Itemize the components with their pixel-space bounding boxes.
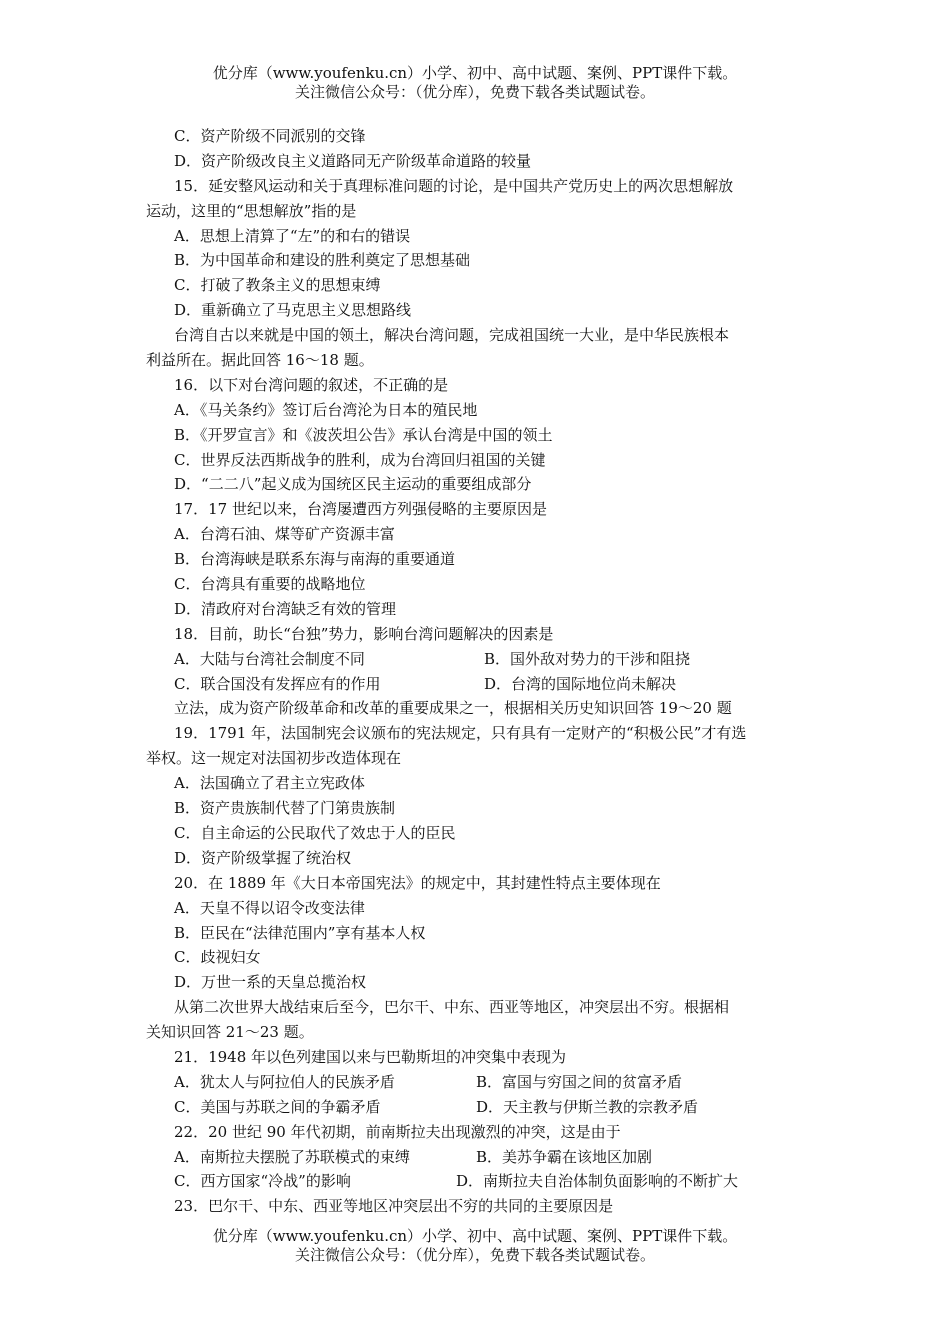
q20-option-b: B．臣民在“法律范围内”享有基本人权 bbox=[174, 923, 426, 942]
q19-option-d: D．资产阶级掌握了统治权 bbox=[174, 848, 352, 867]
q22-option-d: D．南斯拉夫自治体制负面影响的不断扩大 bbox=[456, 1172, 739, 1191]
q18-options-row-1 bbox=[174, 647, 806, 672]
q20-option-d: D．万世一系的天皇总揽治权 bbox=[174, 973, 367, 992]
q16-option-d: D．“二二八”起义成为国统区民主运动的重要组成部分 bbox=[174, 475, 532, 494]
exam-content bbox=[146, 124, 806, 1219]
q15-option-c: C．打破了教条主义的思想束缚 bbox=[174, 276, 381, 295]
q15-stem-line-1: 15．延安整风运动和关于真理标准问题的讨论，是中国共产党历史上的两次思想解放 bbox=[174, 176, 734, 195]
q18-option-b: B．国外敌对势力的干涉和阻挠 bbox=[484, 649, 691, 668]
q17-option-c: C．台湾具有重要的战略地位 bbox=[174, 575, 366, 594]
q22-options-row-2 bbox=[174, 1169, 806, 1194]
q16-option-c: C．世界反法西斯战争的胜利，成为台湾回归祖国的关键 bbox=[174, 450, 546, 469]
q18-options-row-2 bbox=[174, 672, 806, 697]
q15-option-d: D．重新确立了马克思主义思想路线 bbox=[174, 301, 412, 320]
q14-option-d: D．资产阶级改良主义道路同无产阶级革命道路的较量 bbox=[174, 151, 532, 170]
q17-option-b: B．台湾海峡是联系东海与南海的重要通道 bbox=[174, 550, 456, 569]
header-line-1: 优分库（www.youfenku.cn）小学、初中、高中试题、案例、PPT课件下载。 bbox=[212, 64, 738, 82]
q18-option-d: D．台湾的国际地位尚未解决 bbox=[484, 674, 677, 693]
intro-21-line-1: 从第二次世界大战结束后至今，巴尔干、中东、西亚等地区，冲突层出不穷。根据相 bbox=[174, 998, 730, 1017]
q22-stem: 22．20 世纪 90 年代初期，前南斯拉夫出现激烈的冲突，这是由于 bbox=[174, 1122, 621, 1141]
page-header bbox=[0, 64, 950, 102]
q15-stem-line-2: 运动，这里的“思想解放”指的是 bbox=[146, 201, 357, 220]
q21-option-a: A．犹太人与阿拉伯人的民族矛盾 bbox=[174, 1072, 395, 1091]
q22-options-row-1 bbox=[174, 1145, 806, 1170]
q19-stem-line-1: 19．1791 年，法国制宪会议颁布的宪法规定，只有具有一定财产的“积极公民”才有选 bbox=[174, 724, 747, 743]
q21-options-row-1 bbox=[174, 1070, 806, 1095]
q17-stem: 17．17 世纪以来，台湾屡遭西方列强侵略的主要原因是 bbox=[174, 500, 547, 519]
q16-option-b: B．《开罗宣言》和《波茨坦公告》承认台湾是中国的领土 bbox=[174, 425, 553, 444]
q17-option-a: A．台湾石油、煤等矿产资源丰富 bbox=[174, 525, 395, 544]
q22-option-c: C．西方国家“冷战”的影响 bbox=[174, 1172, 351, 1191]
header-line-2: 关注微信公众号：（优分库），免费下载各类试题试卷。 bbox=[294, 83, 655, 101]
q18-option-a: A．大陆与台湾社会制度不同 bbox=[174, 649, 365, 668]
q22-option-b: B．美苏争霸在该地区加剧 bbox=[476, 1147, 653, 1166]
q16-stem: 16．以下对台湾问题的叙述，不正确的是 bbox=[174, 375, 449, 394]
page-footer bbox=[0, 1227, 950, 1265]
q21-option-c: C．美国与苏联之间的争霸矛盾 bbox=[174, 1097, 381, 1116]
q18-stem: 18．目前，助长“台独”势力，影响台湾问题解决的因素是 bbox=[174, 624, 554, 643]
q15-option-b: B．为中国革命和建设的胜利奠定了思想基础 bbox=[174, 251, 471, 270]
q20-option-a: A．天皇不得以诏令改变法律 bbox=[174, 898, 365, 917]
footer-line-1: 优分库（www.youfenku.cn）小学、初中、高中试题、案例、PPT课件下载。 bbox=[212, 1227, 738, 1245]
q14-option-c: C．资产阶级不同派别的交锋 bbox=[174, 127, 366, 145]
q19-option-c: C．自主命运的公民取代了效忠于人的臣民 bbox=[174, 823, 456, 842]
intro-19: 立法，成为资产阶级革命和改革的重要成果之一，根据相关历史知识回答 19～20 题 bbox=[174, 699, 732, 718]
footer-line-2: 关注微信公众号：（优分库），免费下载各类试题试卷。 bbox=[294, 1246, 655, 1264]
intro-16-line-2: 利益所在。据此回答 16～18 题。 bbox=[146, 351, 374, 370]
q19-option-a: A．法国确立了君主立宪政体 bbox=[174, 774, 365, 793]
q21-options-row-2 bbox=[174, 1095, 806, 1120]
q18-option-c: C．联合国没有发挥应有的作用 bbox=[174, 674, 381, 693]
q21-option-b: B．富国与穷国之间的贫富矛盾 bbox=[476, 1072, 683, 1091]
q21-stem: 21．1948 年以色列建国以来与巴勒斯坦的冲突集中表现为 bbox=[174, 1047, 567, 1066]
q16-option-a: A．《马关条约》签订后台湾沦为日本的殖民地 bbox=[174, 400, 478, 419]
q21-option-d: D．天主教与伊斯兰教的宗教矛盾 bbox=[476, 1097, 699, 1116]
q23-stem: 23．巴尔干、中东、西亚等地区冲突层出不穷的共同的主要原因是 bbox=[174, 1197, 614, 1216]
q15-option-a: A．思想上清算了“左”的和右的错误 bbox=[174, 226, 411, 245]
q20-stem: 20．在 1889 年《大日本帝国宪法》的规定中，其封建性特点主要体现在 bbox=[174, 873, 661, 892]
q19-option-b: B．资产贵族制代替了门第贵族制 bbox=[174, 799, 396, 818]
q22-option-a: A．南斯拉夫摆脱了苏联模式的束缚 bbox=[174, 1147, 410, 1166]
intro-16-line-1: 台湾自古以来就是中国的领土，解决台湾问题，完成祖国统一大业，是中华民族根本 bbox=[174, 326, 730, 345]
q17-option-d: D．清政府对台湾缺乏有效的管理 bbox=[174, 599, 397, 618]
q19-stem-line-2: 举权。这一规定对法国初步改造体现在 bbox=[146, 749, 402, 768]
q20-option-c: C．歧视妇女 bbox=[174, 948, 261, 967]
intro-21-line-2: 关知识回答 21～23 题。 bbox=[146, 1023, 314, 1042]
